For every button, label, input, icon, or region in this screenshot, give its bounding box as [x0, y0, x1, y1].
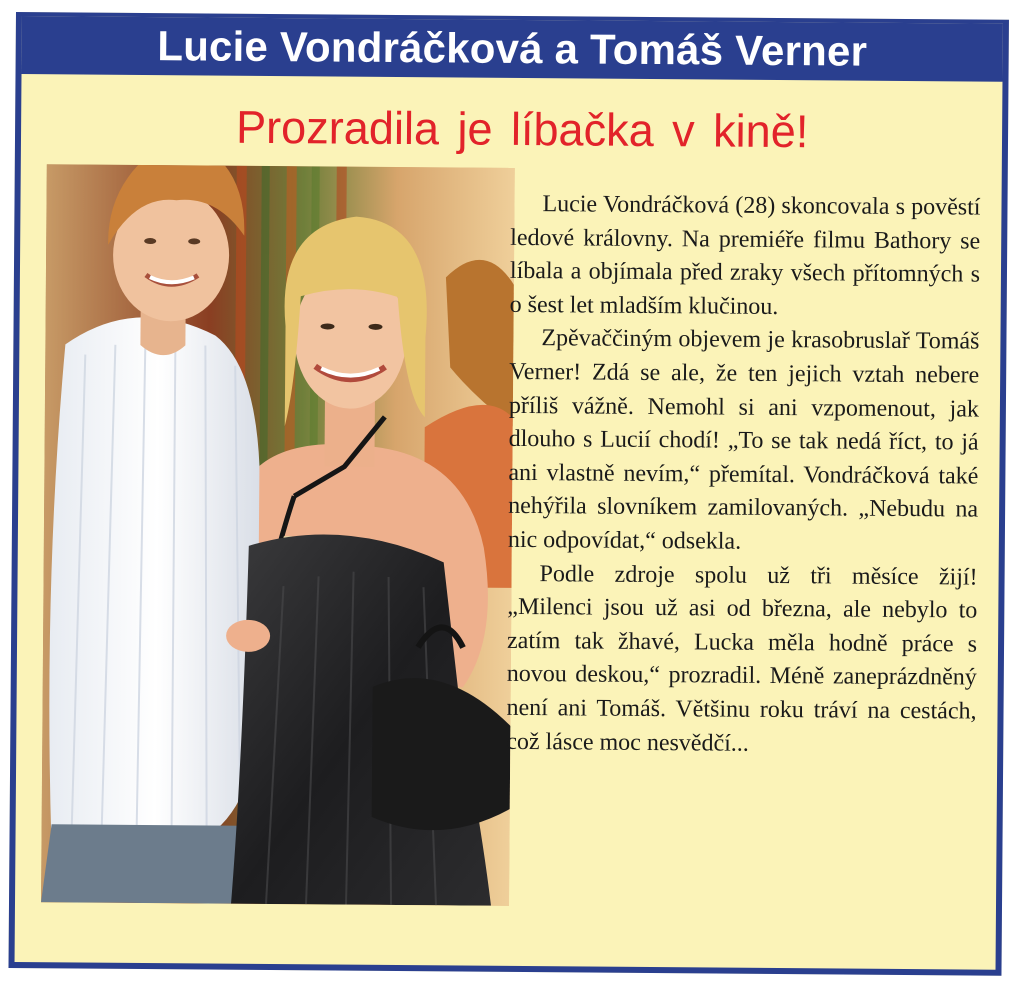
- article-paragraph: Zpěvaččiným objevem je krasobruslař Tomáš Verner! Zdá se ale, že ten jejich vztah nebere příliš vážně. Nemohl si ani vzpomenout, jak dlouho s Lucií chodí! „To se tak nedá říct, to já ani vlastně nevím,“ přemítal. Vondráčková také nehýřila slovníkem zamilovaných. „Nebudu na nic odpovídat,“ odsekla.: [507, 325, 980, 555]
- article-body: [506, 188, 980, 763]
- headline-banner: [22, 16, 1003, 82]
- headline: Lucie Vondráčková a Tomáš Verner: [157, 22, 868, 75]
- magazine-clipping: [8, 12, 1008, 976]
- article-paragraph: Podle zdroje spolu už tři měsíce žijí! „Milenci jsou už asi od března, ale nebylo to zatím tak žhavé, Lucka měla hodně práce s novou deskou,“ prozradil. Méně zaneprázdněný není ani Tomáš. Většinu roku tráví na cestách, což lásce moc nesvědčí...: [506, 560, 978, 757]
- subheadline: Prozradila je líbačka v kině!: [235, 100, 809, 158]
- couple-photo-illustration: [41, 164, 515, 906]
- article-paragraph: Lucie Vondráčková (28) skoncovala s pověstí ledové královny. Na premiéře filmu Bathory se líbala a objímala před zraky všech přítomných s o šest let mladším klučinou.: [509, 191, 981, 320]
- couple-photo: [41, 164, 515, 906]
